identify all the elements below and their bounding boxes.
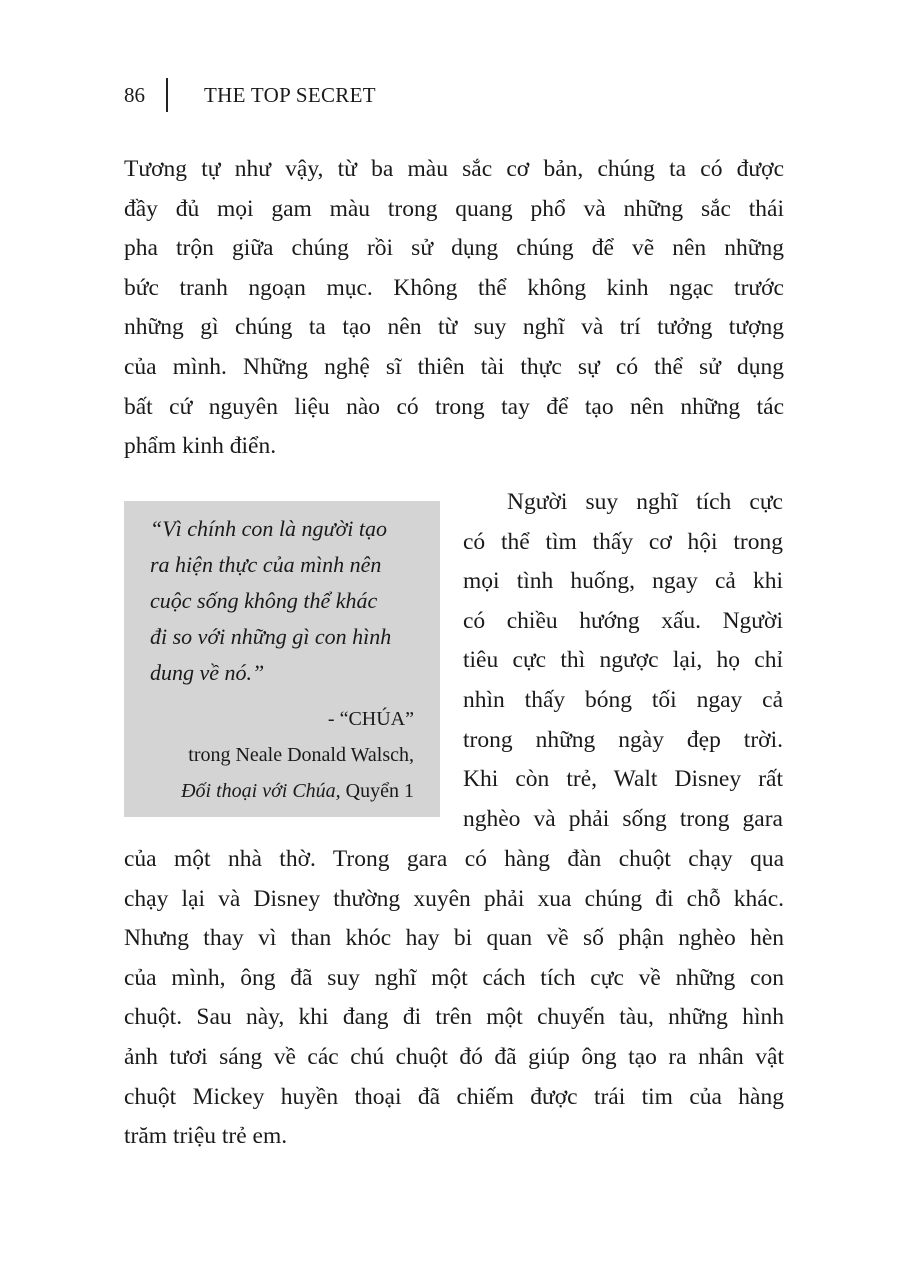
text-line: Khi còn trẻ, Walt Disney rất	[463, 766, 783, 793]
text-line: mọi tình huống, ngay cả khi	[463, 568, 783, 595]
text-line: những gì chúng ta tạo nên từ suy nghĩ và trí tưởng tượng	[124, 314, 784, 341]
text-line: Người suy nghĩ tích cực	[507, 489, 783, 515]
text-line: ảnh tươi sáng về các chú chuột đó đã giúp ông tạo ra nhân vật	[124, 1043, 784, 1070]
quote-line: “Vì chính con là người tạo	[150, 516, 388, 541]
paragraph-2	[124, 840, 784, 1157]
quote-line: đi so với những gì con hình	[150, 624, 392, 649]
text-line: trong những ngày đẹp trời.	[463, 726, 783, 753]
paragraph-1	[124, 150, 784, 467]
running-title: THE TOP SECRET	[204, 82, 376, 107]
text-line: có chiều hướng xấu. Người	[463, 607, 783, 634]
page-number: 86	[124, 82, 145, 107]
text-line: đầy đủ mọi gam màu trong quang phổ và những sắc thái	[124, 195, 784, 222]
text-line: nhìn thấy bóng tối ngay cả	[463, 686, 783, 713]
text-line: phẩm kinh điển.	[124, 433, 277, 460]
quote-book	[150, 773, 414, 809]
book-title: Đối thoại với Chúa,	[181, 780, 341, 802]
quote-attribution	[150, 701, 414, 809]
quote-line: dung về nó.”	[150, 660, 265, 685]
text-line: có thể tìm thấy cơ hội trong	[463, 528, 783, 555]
quote-line: cuộc sống không thể khác	[150, 588, 378, 613]
text-line: nghèo và phải sống trong gara	[463, 805, 783, 832]
text-line: của một nhà thờ. Trong gara có hàng đàn chuột chạy qua	[124, 846, 784, 872]
text-line: chuột Mickey huyền thoại đã chiếm được trái tim của hàng	[124, 1083, 784, 1110]
pull-quote-box	[124, 501, 440, 817]
quote-speaker: - “CHÚA”	[327, 708, 414, 730]
text-line: của mình. Những nghệ sĩ thiên tài thực sự có thể sử dụng	[124, 353, 784, 380]
quote-text	[150, 511, 414, 691]
quote-source: trong Neale Donald Walsch,	[188, 744, 414, 766]
text-line: Nhưng thay vì than khóc hay bi quan về số phận nghèo hèn	[124, 925, 784, 952]
text-line: bức tranh ngoạn mục. Không thể không kinh ngạc trước	[124, 274, 784, 301]
text-line: Tương tự như vậy, từ ba màu sắc cơ bản, chúng ta có được	[124, 156, 784, 182]
text-line: bất cứ nguyên liệu nào có trong tay để tạo nên những tác	[124, 393, 784, 420]
header-divider	[166, 78, 168, 112]
text-line: chuột. Sau này, khi đang đi trên một chuyến tàu, những hình	[124, 1004, 784, 1031]
quote-line: ra hiện thực của mình nên	[150, 552, 382, 577]
text-line: chạy lại và Disney thường xuyên phải xua chúng đi chỗ khác.	[124, 885, 784, 912]
side-column-text	[463, 483, 783, 839]
text-line: tiêu cực thì ngược lại, họ chỉ	[463, 647, 783, 674]
text-line: pha trộn giữa chúng rồi sử dụng chúng để vẽ nên những	[124, 235, 784, 262]
page-header	[124, 78, 376, 112]
book-volume: Quyển 1	[345, 780, 414, 802]
text-line: trăm triệu trẻ em.	[124, 1123, 288, 1150]
text-line: của mình, ông đã suy nghĩ một cách tích cực về những con	[124, 964, 784, 991]
